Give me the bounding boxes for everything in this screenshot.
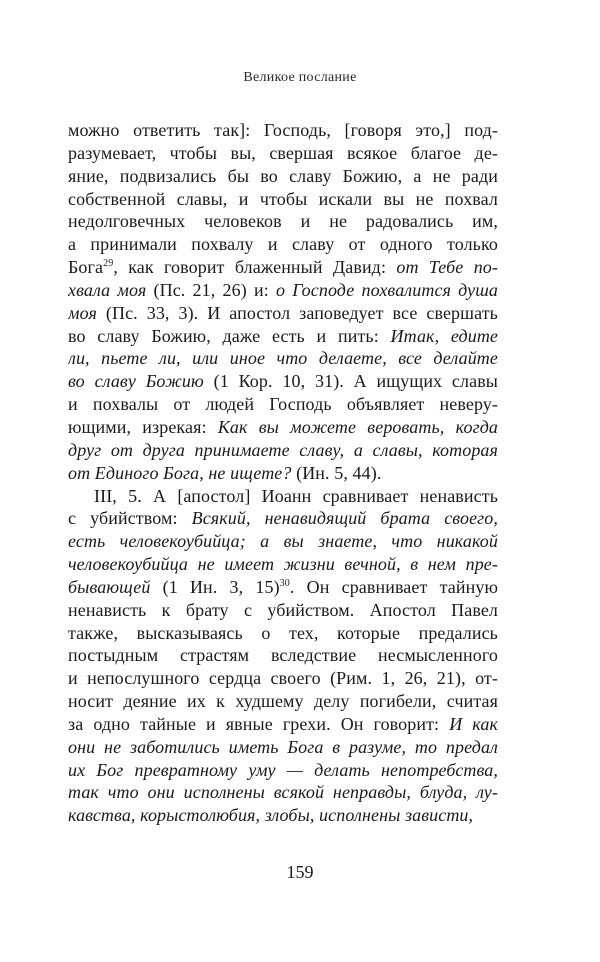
text-line	[68, 553, 498, 576]
quotation-italic: Всякий, ненавидящий брата своего,	[191, 508, 498, 529]
quotation-italic: моя	[68, 302, 97, 323]
text-run: и непослушного сердца своего (Рим. 1, 26, 21), от-	[68, 668, 498, 689]
page-number: 159	[286, 862, 314, 882]
text-line	[68, 690, 498, 713]
text-run: яние, подвизались бы во славу Божию, а не ради	[68, 165, 498, 186]
quotation-italic: во славу Божию	[68, 371, 204, 392]
quotation-italic: хвала моя	[68, 279, 147, 300]
text-line	[68, 781, 498, 804]
quotation-italic: от Тебе по-	[396, 257, 498, 278]
text-run: разумевает, чтобы вы, свершая всякое благое де-	[68, 142, 498, 163]
quotation-italic: от Единого Бога, не ищете?	[68, 462, 292, 483]
quotation-italic: так что они исполнены всякой неправды, блуда, лу-	[68, 782, 498, 803]
quotation-italic: человекоубийца не имеет жизни вечной, в нем пре-	[68, 554, 498, 575]
text-run: (Пс. 33, 3). И апостол заповедует все свершать	[96, 302, 498, 323]
text-run: а принимали похвалу и славу от одного только	[68, 234, 498, 255]
text-run: . Он сравнивает тайную	[289, 576, 498, 597]
quotation-italic: кавства, корыстолюбия, злобы, исполнены зависти,	[68, 805, 474, 826]
text-line	[68, 622, 498, 645]
quotation-italic: бывающей	[68, 576, 151, 597]
quotation-italic: друг от друга принимаете славу, а славы, которая	[68, 439, 498, 460]
text-line	[68, 416, 498, 439]
text-run: за одно тайные и явные грехи. Он говорит:	[68, 713, 450, 734]
text-run: ненависть к брату с убийством. Апостол Павел	[68, 599, 498, 620]
text-line	[68, 302, 498, 325]
text-line	[68, 667, 498, 690]
quotation-italic: они не заботились иметь Бога в разуме, то предал	[68, 736, 498, 757]
text-line	[68, 370, 498, 393]
body-text	[68, 119, 498, 827]
text-line	[68, 188, 498, 211]
text-run: недолговечных человеков и не радовались им,	[68, 211, 498, 232]
text-run: III, 5. А [апостол] Иоанн сравнивает ненависть	[94, 485, 498, 506]
footnote-marker: 29	[103, 258, 114, 270]
text-line	[68, 233, 498, 256]
text-run: ющими, изрекая:	[68, 416, 218, 437]
text-run: (Ин. 5, 44).	[291, 462, 382, 483]
text-run: также, высказываясь о тех, которые предались	[68, 622, 498, 643]
text-run: (1 Кор. 10, 31). А ищущих славы	[203, 371, 498, 392]
text-line	[68, 576, 498, 599]
text-line	[68, 439, 498, 462]
text-line	[68, 393, 498, 416]
text-line	[68, 804, 498, 827]
text-run: , как говорит блаженный Давид:	[113, 257, 397, 278]
quotation-italic: о Господе похвалится душа	[275, 279, 498, 300]
text-run: и похвалы от людей Господь объявляет неверу-	[68, 394, 498, 415]
footnote-marker: 30	[279, 577, 290, 589]
text-line	[68, 507, 498, 530]
text-line	[68, 165, 498, 188]
text-line	[68, 462, 498, 485]
text-line	[68, 713, 498, 736]
text-line	[68, 279, 498, 302]
text-run: с убийством:	[68, 508, 192, 529]
quotation-italic: их Бог превратному уму — делать непотребства,	[68, 759, 498, 780]
text-line	[68, 485, 498, 508]
text-line	[68, 210, 498, 233]
quotation-italic: И как	[449, 713, 498, 734]
text-line	[68, 142, 498, 165]
quotation-italic: ли, пьете ли, или иное что делаете, все делайте	[68, 348, 498, 369]
text-run: (Пс. 21, 26) и:	[146, 279, 276, 300]
text-run: (1 Ин. 3, 15)	[150, 576, 280, 597]
text-line	[68, 599, 498, 622]
quotation-italic: Как вы можете веровать, когда	[217, 416, 498, 437]
text-line	[68, 325, 498, 348]
text-run: можно ответить так]: Господь, [говоря это,] под-	[68, 120, 498, 140]
text-line	[68, 256, 498, 279]
quotation-italic: есть человекоубийца; а вы знаете, что никакой	[68, 531, 498, 552]
text-run: собственной славы, и чтобы искали вы не похвал	[68, 188, 498, 209]
text-line	[68, 644, 498, 667]
text-run: носит деяние их к худшему делу погибели, считая	[68, 691, 498, 712]
running-head: Великое послание	[243, 70, 357, 85]
text-run: постыдным страстям вследствие несмысленного	[68, 645, 498, 666]
text-line	[68, 347, 498, 370]
text-line	[68, 759, 498, 782]
text-line	[68, 119, 498, 142]
quotation-italic: Итак, едите	[390, 325, 498, 346]
text-line	[68, 736, 498, 759]
text-line	[68, 530, 498, 553]
text-run: во славу Божию, даже есть и пить:	[68, 325, 391, 346]
text-run: Бога	[68, 257, 104, 278]
